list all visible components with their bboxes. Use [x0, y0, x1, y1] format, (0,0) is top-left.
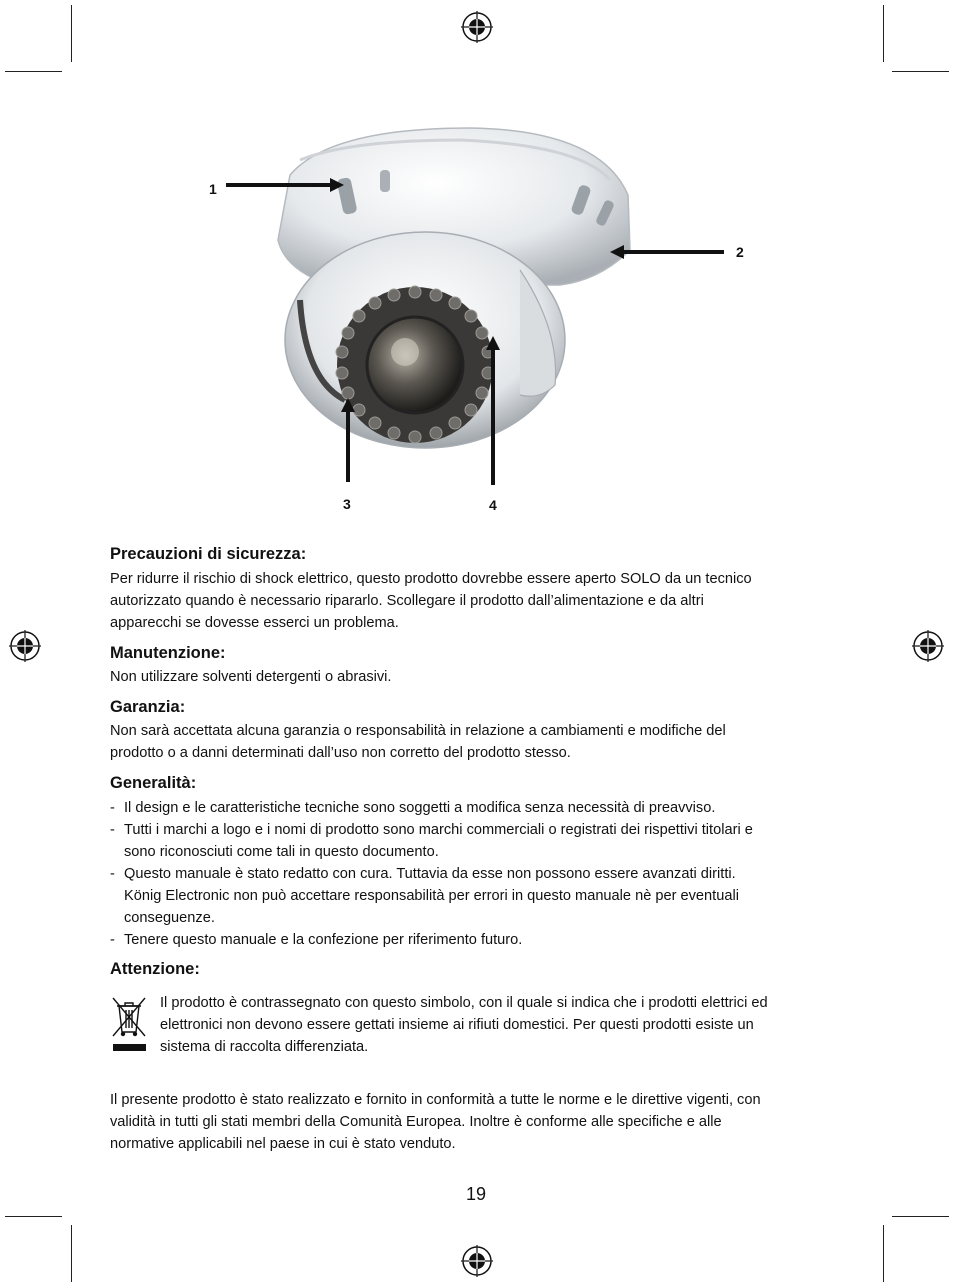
registration-mark-icon — [460, 1244, 494, 1278]
text-line: Non sarà accettata alcuna garanzia o responsabilità in relazione a cambiamenti e modifiche del — [110, 723, 726, 739]
text-line: elettronici non devono essere gettati insieme ai rifiuti domestici. Per questi prodotti esiste un — [160, 1017, 754, 1033]
text-line: conseguenze. — [124, 910, 215, 926]
page-number: 19 — [466, 1184, 487, 1204]
text-line: sistema di raccolta differenziata. — [160, 1039, 369, 1055]
section-heading: Manutenzione: — [110, 644, 226, 662]
registration-mark-icon — [460, 10, 494, 44]
section-paragraph — [110, 720, 850, 764]
text-line: sono riconosciuti come tali in questo documento. — [124, 844, 439, 860]
callout-label: 1 — [209, 181, 217, 197]
crop-mark — [71, 1225, 72, 1282]
text-line: Per ridurre il rischio di shock elettrico, questo prodotto dovrebbe essere aperto SOLO da un tecnico — [110, 571, 752, 587]
section-heading: Attenzione: — [110, 960, 200, 978]
text-line: autorizzato quando è necessario ripararlo. Scollegare il prodotto dall’alimentazione e da altri — [110, 593, 704, 609]
section-paragraph — [110, 568, 850, 634]
text-line: apparecchi se dovesse esserci un problema. — [110, 615, 399, 631]
list-item — [110, 819, 850, 863]
list-item — [110, 929, 850, 951]
callout-label: 4 — [489, 497, 497, 513]
text-line: - Questo manuale è stato redatto con cura. Tuttavia da esse non possono essere avanzati diritti. — [124, 866, 736, 882]
list-item — [110, 863, 850, 929]
section-heading: Precauzioni di sicurezza: — [110, 545, 307, 563]
registration-mark-icon — [8, 629, 42, 663]
text-line: prodotto o a danni determinati dall’uso non corretto del prodotto stesso. — [110, 745, 571, 761]
list-item — [110, 797, 850, 819]
crossed-out-wheelie-bin-icon — [110, 994, 148, 1054]
section-heading: Garanzia: — [110, 698, 186, 716]
callout-label: 3 — [343, 496, 351, 512]
callout-label: 2 — [736, 244, 744, 260]
general-list — [110, 797, 850, 951]
text-line: Il prodotto è contrassegnato con questo simbolo, con il quale si indica che i prodotti elettrici ed — [160, 995, 768, 1011]
text-line: Non utilizzare solventi detergenti o abrasivi. — [110, 669, 392, 685]
text-line: - Tenere questo manuale e la confezione per riferimento futuro. — [124, 932, 523, 948]
crop-mark — [892, 71, 949, 72]
text-line: König Electronic non può accettare responsabilità per errori in questo manuale nè per eventuali — [124, 888, 739, 904]
weee-paragraph — [160, 992, 850, 1058]
text-line: - Il design e le caratteristiche tecniche sono soggetti a modifica senza necessità di preavviso. — [124, 800, 716, 816]
section-heading: Generalità: — [110, 774, 197, 792]
crop-mark — [5, 1216, 62, 1217]
registration-mark-icon — [911, 629, 945, 663]
text-line: normative applicabili nel paese in cui è stato venduto. — [110, 1136, 456, 1152]
crop-mark — [883, 5, 884, 62]
crop-mark — [5, 71, 62, 72]
crop-mark — [883, 1225, 884, 1282]
text-line: Il presente prodotto è stato realizzato e fornito in conformità a tutte le norme e le direttive vigenti, con — [110, 1092, 761, 1108]
text-line: - Tutti i marchi a logo e i nomi di prodotto sono marchi commerciali o registrati dei rispettivi titolari e — [124, 822, 753, 838]
conformity-paragraph — [110, 1089, 850, 1155]
text-line: validità in tutti gli stati membri della Comunità Europea. Inoltre è conforme alle specifiche e alle — [110, 1114, 722, 1130]
crop-mark — [71, 5, 72, 62]
section-paragraph — [110, 666, 850, 688]
crop-mark — [892, 1216, 949, 1217]
dome-camera-illustration — [200, 120, 760, 520]
